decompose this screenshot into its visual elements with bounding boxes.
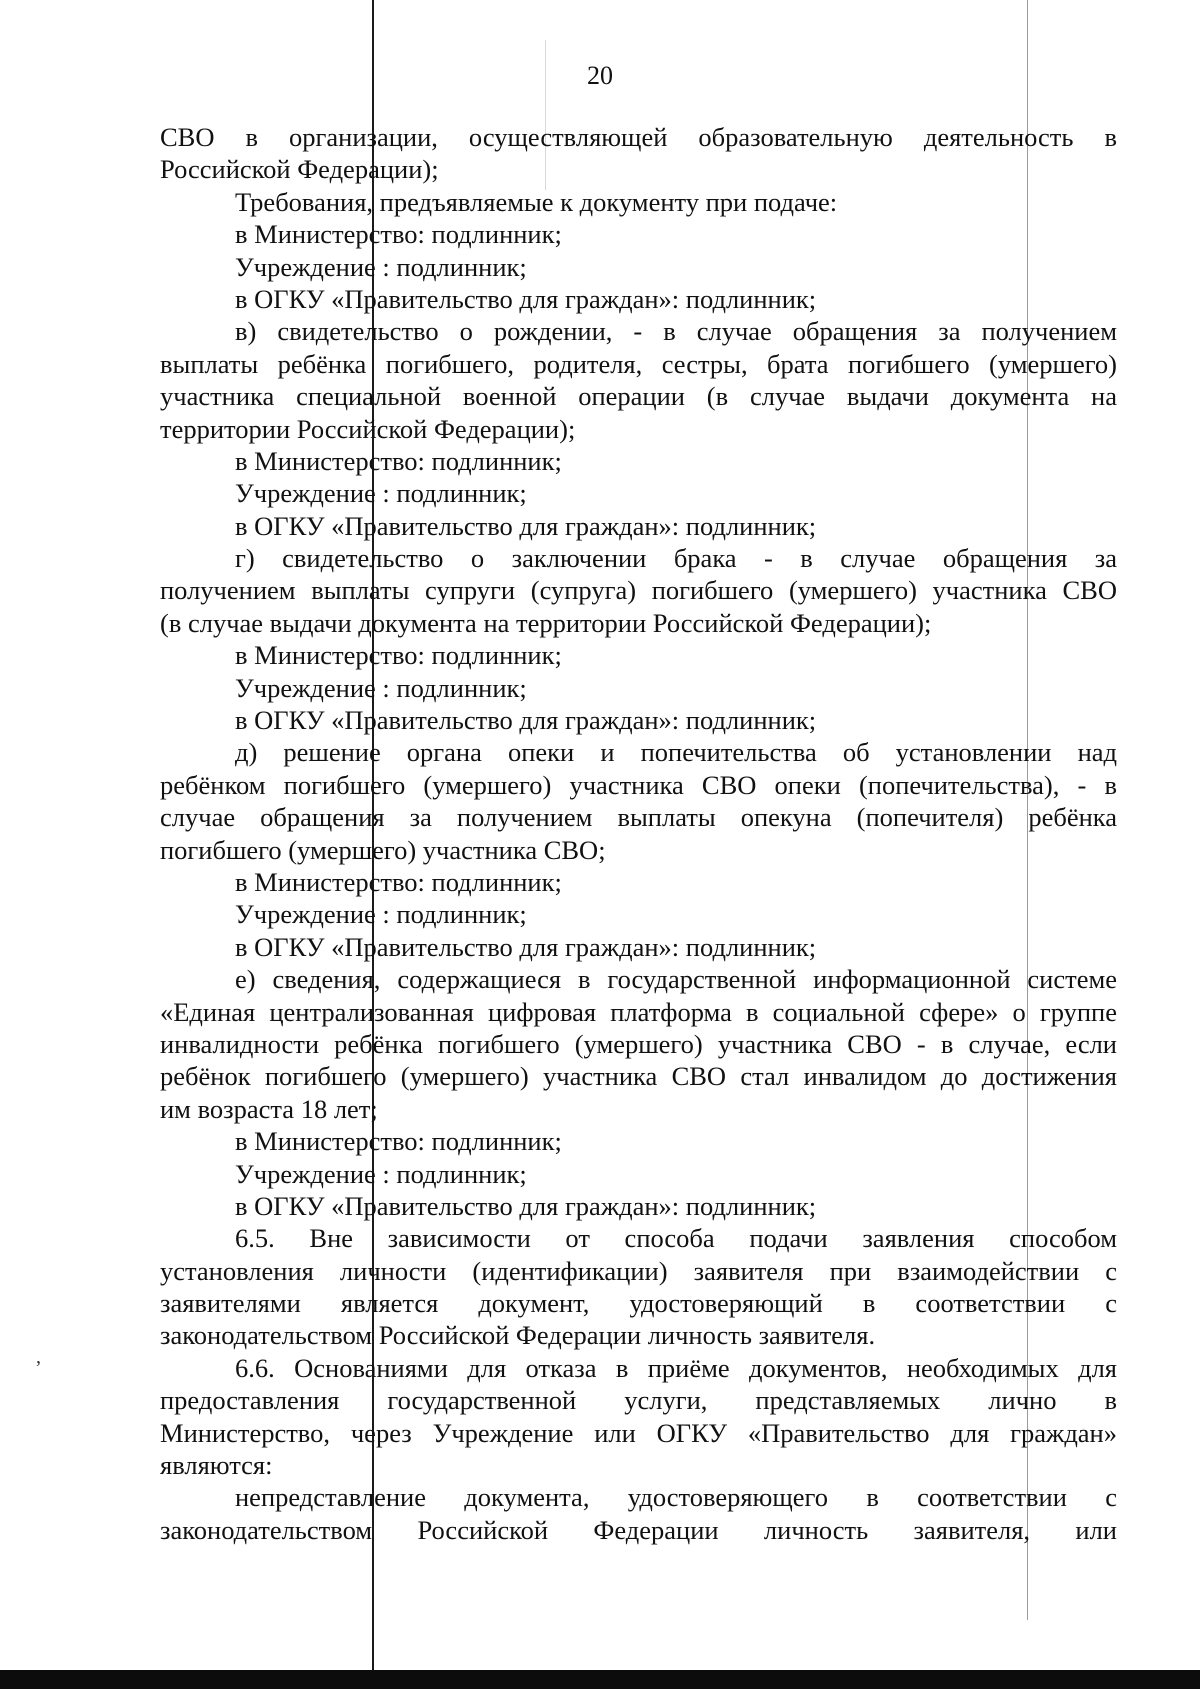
text-line: ребёнком погибшего (умершего) участника СВО опеки (попечительства), - в (160, 769, 1117, 800)
margin-mark: , (36, 1346, 41, 1368)
text-line: в Министерство: подлинник; (235, 445, 562, 476)
text-line: участника специальной военной операции (в случае выдачи документа на (160, 381, 1117, 412)
text-line: Российской Федерации); (160, 154, 439, 185)
text-line: в Министерство: подлинник; (235, 640, 562, 671)
text-line: инвалидности ребёнка погибшего (умершего) участника СВО - в случае, если (160, 1028, 1117, 1059)
text-line: д) решение органа опеки и попечительства об установлении над (235, 737, 1117, 768)
text-line: ребёнок погибшего (умершего) участника СВО стал инвалидом до достижения (160, 1061, 1117, 1092)
text-line: заявителями является документ, удостоверяющий в соответствии с (160, 1288, 1117, 1319)
text-line: в ОГКУ «Правительство для граждан»: подлинник; (235, 705, 817, 736)
text-line: 6.5. Вне зависимости от способа подачи заявления способом (235, 1223, 1117, 1254)
text-line: получением выплаты супруги (супруга) погибшего (умершего) участника СВО (160, 575, 1117, 606)
text-line: предоставления государственной услуги, представляемых лично в (160, 1385, 1117, 1416)
text-line: в ОГКУ «Правительство для граждан»: подлинник; (235, 1190, 817, 1221)
text-line: Требования, предъявляемые к документу при подаче: (235, 186, 838, 217)
text-line: 6.6. Основаниями для отказа в приёме документов, необходимых для (235, 1352, 1117, 1383)
page-number: 20 (587, 61, 613, 90)
text-line: Учреждение : подлинник; (235, 672, 527, 703)
text-line: Учреждение : подлинник; (235, 478, 527, 509)
text-line: Учреждение : подлинник; (235, 899, 527, 930)
text-line: случае обращения за получением выплаты опекуна (попечителя) ребёнка (160, 802, 1117, 833)
text-line: (в случае выдачи документа на территории Российской Федерации); (160, 607, 932, 638)
text-line: Учреждение : подлинник; (235, 1158, 527, 1189)
text-line: погибшего (умершего) участника СВО; (160, 834, 606, 865)
text-line: непредставление документа, удостоверяющего в соответствии с (235, 1482, 1117, 1513)
document-body (160, 121, 1117, 1546)
text-line: законодательством Российской Федерации личность заявителя, или (160, 1514, 1117, 1545)
text-line: в Министерство: подлинник; (235, 1126, 562, 1157)
text-line: в ОГКУ «Правительство для граждан»: подлинник; (235, 931, 817, 962)
text-line: установления личности (идентификации) заявителя при взаимодействии с (160, 1255, 1117, 1286)
text-line: законодательством Российской Федерации личность заявителя. (160, 1320, 876, 1351)
scan-bottom-border (0, 1670, 1200, 1689)
text-line: выплаты ребёнка погибшего, родителя, сестры, брата погибшего (умершего) (160, 348, 1117, 379)
text-line: являются: (160, 1450, 273, 1481)
text-line: им возраста 18 лет; (160, 1093, 378, 1124)
text-line: Министерство, через Учреждение или ОГКУ «Правительство для граждан» (160, 1417, 1117, 1448)
text-line: Учреждение : подлинник; (235, 251, 527, 282)
text-line: «Единая централизованная цифровая платформа в социальной сфере» о группе (160, 996, 1117, 1027)
text-line: территории Российской Федерации); (160, 413, 576, 444)
text-line: СВО в организации, осуществляющей образовательную деятельность в (160, 122, 1117, 152)
text-line: е) сведения, содержащиеся в государственной информационной системе (235, 964, 1117, 995)
text-line: в) свидетельство о рождении, - в случае обращения за получением (235, 316, 1117, 347)
text-line: в ОГКУ «Правительство для граждан»: подлинник; (235, 510, 817, 541)
text-line: в Министерство: подлинник; (235, 219, 562, 250)
text-line: г) свидетельство о заключении брака - в случае обращения за (235, 543, 1117, 574)
text-line: в Министерство: подлинник; (235, 866, 562, 897)
text-line: в ОГКУ «Правительство для граждан»: подлинник; (235, 283, 817, 314)
